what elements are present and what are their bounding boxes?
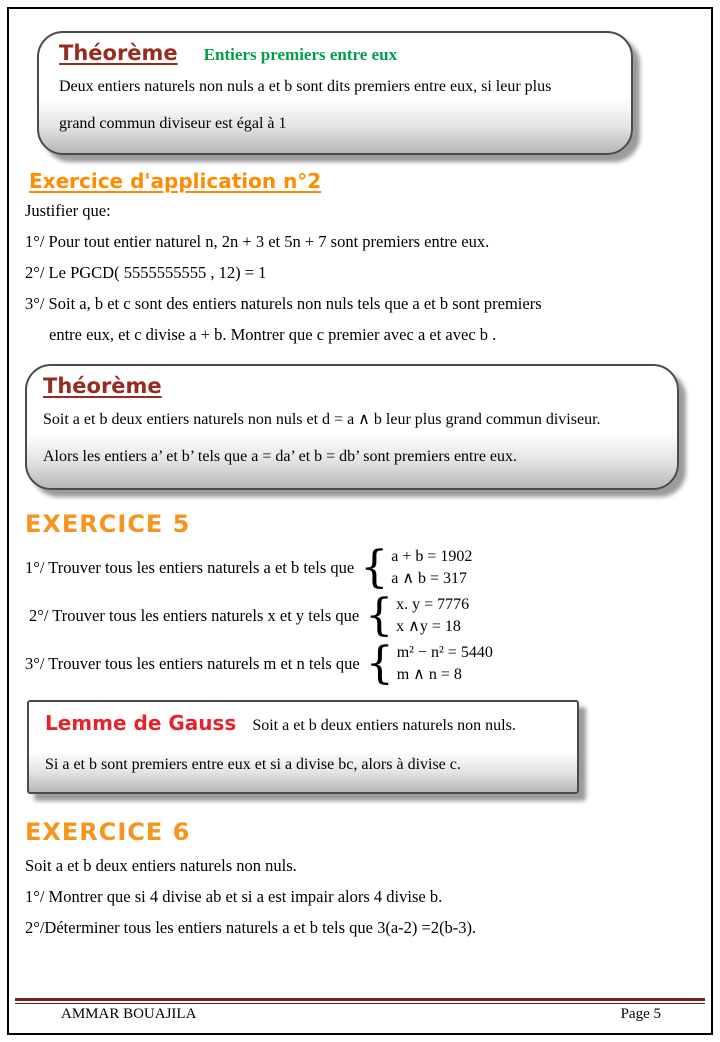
equation-bottom: a ∧ b = 317 (391, 570, 468, 587)
footer-text-row (13, 1004, 707, 1027)
brace-icon: { (365, 590, 394, 642)
exercice-5-heading: EXERCICE 5 (25, 510, 191, 538)
system-equations (397, 642, 493, 686)
page-footer (13, 998, 707, 1027)
exercice-app-item-3: 3°/ Soit a, b et c sont des entiers naturels non nuls tels que a et b sont premiers (25, 294, 542, 313)
theorem-1-line-1: Deux entiers naturels non nuls a et b sont dits premiers entre eux, si leur plus (59, 78, 552, 95)
exercice-6-heading: EXERCICE 6 (25, 818, 191, 846)
justifier-intro: Justifier que: (25, 201, 111, 220)
gauss-title-row (45, 710, 561, 741)
system-row-text: 2°/ Trouver tous les entiers naturels x et y tels que (29, 606, 360, 625)
theorem-1-title: Théorème (59, 41, 178, 65)
exercice-application-heading: Exercice d'application n°2 (29, 169, 322, 193)
footer-page-number: Page 5 (620, 1006, 661, 1022)
system-row-text: 1°/ Trouver tous les entiers naturels a et b tels que (25, 558, 355, 577)
theorem-box-2 (25, 364, 679, 490)
theorem-2-title-row (43, 374, 661, 398)
exercice-app-item-2: 2°/ Le PGCD( 5555555555 , 12) = 1 (25, 263, 267, 282)
exercice-5-item-3 (25, 640, 699, 688)
gauss-line-2: Si a et b sont premiers entre eux et si a divise bc, alors à divise c. (45, 756, 461, 773)
theorem-2-line-1: Soit a et b deux entiers naturels non nuls et d = a ∧ b leur plus grand commun diviseur. (43, 411, 601, 428)
equation-bottom: m ∧ n = 8 (396, 666, 462, 683)
gauss-title: Lemme de Gauss (45, 711, 237, 735)
page-frame (7, 7, 713, 1035)
exercice-app-item-3-continued: entre eux, et c divise a + b. Montrer que c premier avec a et avec b . (49, 325, 497, 344)
gauss-box (27, 700, 579, 794)
theorem-1-title-row (59, 41, 611, 65)
exercice-app-item-1: 1°/ Pour tout entier naturel n, 2n + 3 et 5n + 7 sont premiers entre eux. (25, 232, 490, 251)
system-equations (396, 594, 469, 638)
system-row-text: 3°/ Trouver tous les entiers naturels m et n tels que (25, 654, 360, 673)
exercice-6-line-1: Soit a et b deux entiers naturels non nuls. (25, 856, 297, 875)
theorem-2-title: Théorème (43, 374, 162, 398)
system-equations (391, 546, 472, 590)
brace-icon: { (360, 542, 389, 594)
footer-author: AMMAR BOUAJILA (61, 1006, 197, 1022)
theorem-2-line-2: Alors les entiers a’ et b’ tels que a = da’ et b = db’ sont premiers entre eux. (43, 448, 518, 465)
equation-bottom: x ∧y = 18 (396, 618, 461, 635)
gauss-intro-text: Soit a et b deux entiers naturels non nuls. (252, 717, 516, 734)
exercice-5-item-2 (29, 592, 699, 640)
equation-top: x. y = 7776 (396, 596, 470, 613)
theorem-1-subtitle: Entiers premiers entre eux (203, 45, 398, 64)
exercice-5-item-1 (25, 544, 699, 592)
exercice-6-line-2: 1°/ Montrer que si 4 divise ab et si a est impair alors 4 divise b. (25, 887, 443, 906)
equation-top: m² − n² = 5440 (396, 644, 493, 661)
theorem-box-1 (37, 31, 633, 155)
equation-top: a + b = 1902 (391, 548, 473, 565)
exercice-6-line-3: 2°/Déterminer tous les entiers naturels a et b tels que 3(a-2) =2(b-3). (25, 918, 477, 937)
theorem-1-line-2: grand commun diviseur est égal à 1 (59, 115, 287, 132)
brace-icon: { (365, 638, 394, 690)
